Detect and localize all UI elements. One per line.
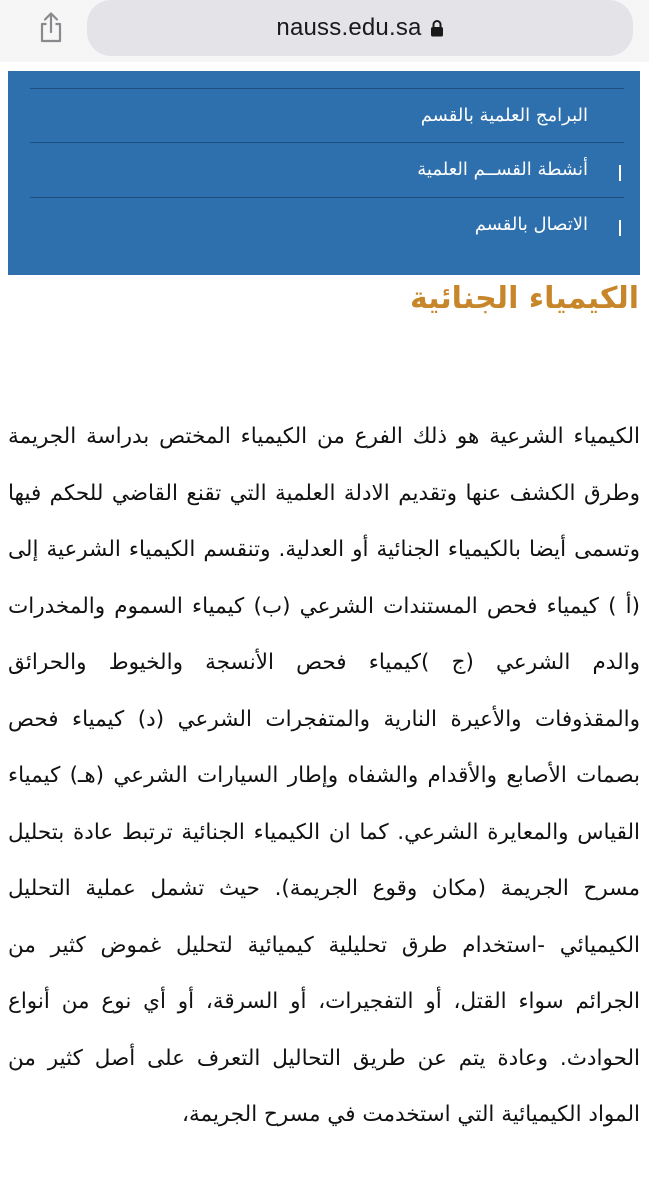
url-text: nauss.edu.sa: [276, 14, 422, 41]
menu-divider: [30, 88, 624, 89]
share-icon[interactable]: [34, 10, 68, 44]
lock-icon: [430, 19, 444, 37]
menu-item-marker: [619, 220, 621, 236]
menu-item-department-activities[interactable]: أنشطة القســم العلمية: [417, 159, 588, 180]
menu-item-contact-department[interactable]: الاتصال بالقسم: [474, 214, 588, 235]
address-bar[interactable]: [87, 0, 633, 56]
article-body: الكيمياء الشرعية هو ذلك الفرع من الكيمياء المختص بدراسة الجريمة وطرق الكشف عنها وتقديم الادلة العلمية التي تقنع القاضي للحكم فيها وتسمى أيضا بالكيمياء الجنائية أو العدلية. وتنقسم الكيمياء الشرعية إلى (أ ) كيمياء فحص المستندات الشرعي (ب) كيمياء السموم والمخدرات والدم الشرعي (ج )كيمياء فحص الأنسجة والخيوط والحرائق والمقذوفات والأعيرة النارية والمتفجرات الشرعي (د) كيمياء فحص بصمات الأصابع والأقدام والشفاه وإطار السيارات الشرعي (هـ) كيمياء القياس والمعايرة الشرعي. كما ان الكيمياء الجنائية ترتبط عادة بتحليل مسرح الجريمة (مكان وقوع الجريمة). حيث تشمل عملية التحليل الكيميائي -استخدام طرق تحليلية كيميائية لتحليل غموض كثير من الجرائم سواء القتل، أو التفجيرات، أو السرقة، أو أي نوع من أنواع الحوادث. وعادة يتم عن طريق التحاليل التعرف على أصل كثير من المواد الكيميائية التي استخدمت في مسرح الجريمة،: [8, 424, 640, 1127]
browser-toolbar: [0, 0, 649, 62]
menu-item-marker: [619, 165, 621, 181]
menu-divider: [30, 142, 624, 143]
page-title: الكيمياء الجنائية: [409, 281, 639, 316]
department-menu: [8, 71, 640, 275]
menu-item-scientific-programs[interactable]: البرامج العلمية بالقسم: [420, 105, 588, 126]
menu-divider: [30, 197, 624, 198]
